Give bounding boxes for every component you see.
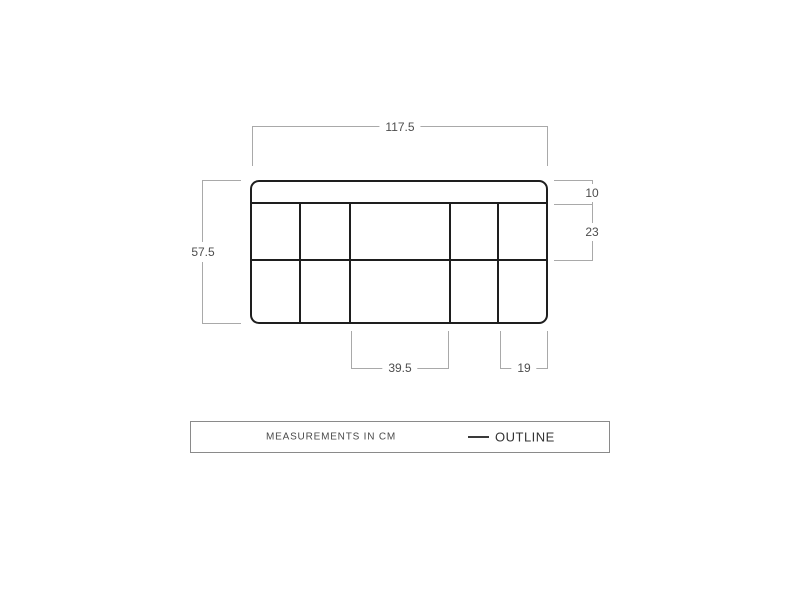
legend-box [190,421,610,453]
dim-middle-row-height [554,204,599,261]
dim-center-compartment-width [351,331,449,375]
compartment-divider-2 [349,204,351,322]
legend-outline-label: OUTLINE [495,429,555,445]
dim-center-compartment-width-label: 39.5 [382,360,417,376]
compartment-divider-4 [497,204,499,322]
dim-right-compartment-width [500,331,548,375]
dim-overall-width [252,120,548,166]
top-panel-divider [252,202,546,204]
outline-line-swatch [468,436,489,438]
dim-top-section-height-label: 10 [585,185,599,200]
compartment-divider-1 [299,204,301,322]
dim-top-section-height [554,180,599,205]
dim-right-compartment-width-label: 19 [511,360,536,376]
dim-overall-width-label: 117.5 [379,119,420,135]
compartment-divider-3 [449,204,451,322]
dim-overall-height-label: 57.5 [189,242,216,262]
dim-overall-height [191,180,241,324]
legend-units-note: MEASUREMENTS IN CM [266,431,396,443]
dim-middle-row-height-label: 23 [585,225,599,239]
shelf-divider [252,259,546,261]
